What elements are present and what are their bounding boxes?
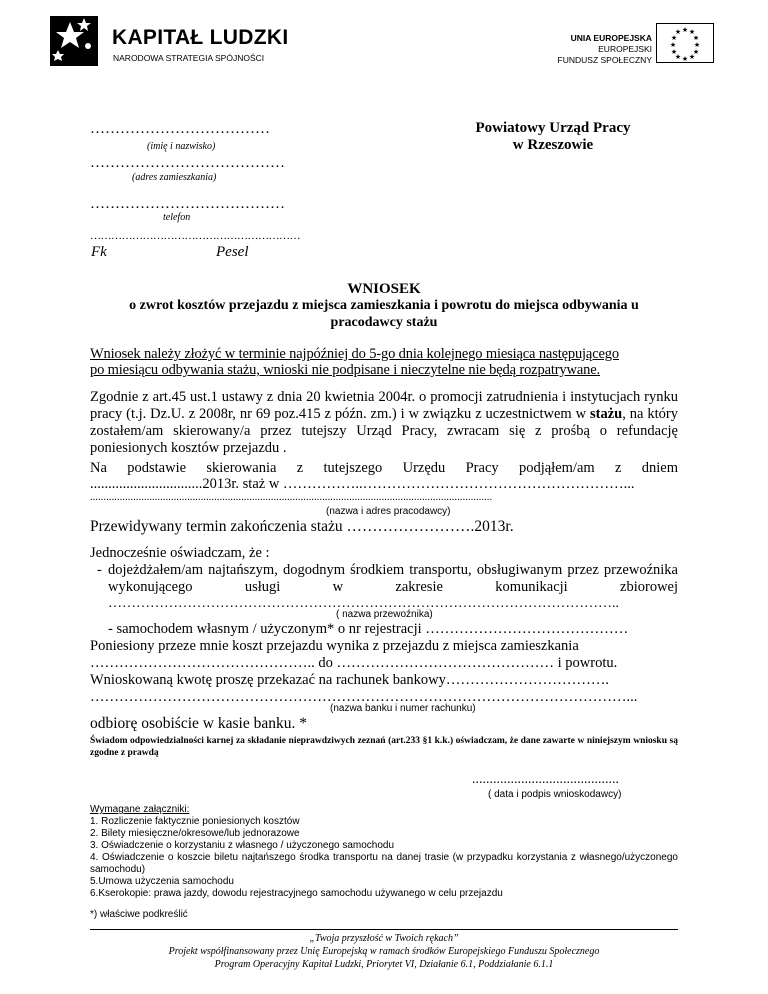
svg-text:★: ★ bbox=[670, 48, 678, 56]
attachment-item: 2. Bilety miesięczne/okresowe/lub jednorazowe bbox=[90, 828, 300, 839]
referral-line-2[interactable]: ...............................2013r. staż w ……………..………………………………………………... bbox=[90, 476, 635, 492]
svg-text:★: ★ bbox=[674, 53, 682, 61]
intro-part-1: Zgodnie z art.45 ust.1 ustawy z dnia 20 kwietnia 2004r. o promocji zatrudnienia i instytucjach rynku pracy (t.j. Dz.U. z 2008r, nr 69 poz.415 z późn. zm.) i w związku z uczestnictwem w bbox=[90, 389, 678, 422]
intro-paragraph bbox=[90, 389, 678, 457]
phone-label: telefon bbox=[163, 212, 191, 223]
attachment-item: 1. Rozliczenie faktycznie poniesionych kosztów bbox=[90, 816, 300, 827]
name-label: (imię i nazwisko) bbox=[147, 141, 216, 152]
attachment-item: 4. Oświadczenie o koszcie biletu najtańszego środka transportu na danej trasie (w przypadku korzystania z własnego/użyczonego samochodu) bbox=[90, 852, 678, 875]
cost-line-1: Poniesiony przeze mnie koszt przejazdu wynika z przejazdu z miejsca zamieszkania bbox=[90, 638, 579, 654]
declaration-dash: - bbox=[97, 562, 102, 578]
signature-field[interactable]: .......................................... bbox=[472, 772, 619, 787]
phone-field[interactable]: ………………………………… bbox=[90, 196, 285, 212]
legal-statement: Świadom odpowiedzialności karnej za składanie nieprawdziwych zeznań (art.233 §1 k.k.) oświadczam, że dane zawarte w niniejszym wniosku są zgodne z prawdą bbox=[90, 736, 678, 758]
end-date-line[interactable]: Przewidywany termin zakończenia stażu …………………….2013r. bbox=[90, 518, 514, 535]
document-subtitle-2: pracodawcy stażu bbox=[330, 315, 438, 330]
name-field[interactable]: ……………………………… bbox=[90, 121, 270, 137]
svg-text:★: ★ bbox=[692, 48, 700, 56]
employer-field[interactable]: ..................................................................................................................................................... bbox=[90, 492, 493, 503]
declaration-intro: Jednocześnie oświadczam, że : bbox=[90, 545, 270, 561]
employer-label: (nazwa i adres pracodawcy) bbox=[326, 506, 451, 517]
deadline-notice-2: po miesiącu odbywania stażu, wnioski nie podpisane i nieczytelne nie będą rozpatrywane. bbox=[90, 362, 600, 378]
address-field[interactable]: ………………………………… bbox=[90, 155, 285, 171]
declaration-option-2[interactable]: - samochodem własnym / użyczonym* o nr rejestracji …………………………………… bbox=[108, 621, 629, 637]
svg-text:★: ★ bbox=[688, 53, 696, 61]
fk-pesel-field[interactable]: …………………………………………………… bbox=[90, 230, 300, 242]
footer-divider bbox=[90, 929, 678, 930]
eu-label-3: FUNDUSZ SPOŁECZNY bbox=[557, 55, 652, 65]
attachment-item: 5.Umowa użyczenia samochodu bbox=[90, 876, 234, 887]
logo-title: KAPITAŁ LUDZKI bbox=[112, 26, 289, 49]
svg-text:★: ★ bbox=[692, 34, 700, 42]
attachments-heading: Wymagane załączniki: bbox=[90, 804, 190, 815]
declaration-option-1: dojeżdżałem/am najtańszym, dogodnym środkiem transportu, obsługiwanym przez przewoźnika wykonującego usługi w zakresie komunikacji zbiorowej bbox=[108, 562, 678, 595]
document-title: WNIOSEK bbox=[347, 281, 421, 297]
eu-flag-icon bbox=[656, 23, 714, 63]
signature-label: ( data i podpis wnioskodawcy) bbox=[488, 789, 622, 800]
eu-label-2: EUROPEJSKI bbox=[598, 44, 652, 54]
deadline-notice-1: Wniosek należy złożyć w terminie najpóźniej do 5-go dnia kolejnego miesiąca następującego bbox=[90, 346, 619, 362]
kapital-ludzki-logo bbox=[48, 16, 104, 66]
footer-slogan: „Twoja przyszłość w Twoich rękach” bbox=[309, 933, 459, 944]
cash-option[interactable]: odbiorę osobiście w kasie banku. * bbox=[90, 715, 307, 732]
bank-label: (nazwa banku i numer rachunku) bbox=[330, 703, 476, 714]
carrier-field[interactable]: ……………………………………………………………………………………………….. bbox=[108, 596, 619, 611]
attachment-item: 3. Oświadczenie o korzystaniu z własnego / użyczonego samochodu bbox=[90, 840, 395, 851]
svg-text:★: ★ bbox=[681, 26, 689, 34]
pesel-label: Pesel bbox=[216, 244, 249, 260]
recipient-line-2: w Rzeszowie bbox=[512, 137, 594, 153]
transfer-line[interactable]: Wnioskowaną kwotę proszę przekazać na rachunek bankowy……………………………. bbox=[90, 672, 610, 688]
eu-label-1: UNIA EUROPEJSKA bbox=[570, 33, 652, 43]
recipient-line-1: Powiatowy Urząd Pracy bbox=[475, 120, 631, 136]
address-label: (adres zamieszkania) bbox=[132, 172, 217, 183]
logo-subtitle: NARODOWA STRATEGIA SPÓJNOŚCI bbox=[113, 53, 265, 63]
attachment-item: 6.Kserokopie: prawa jazdy, dowodu rejestracyjnego samochodu używanego w celu przejazdu bbox=[90, 888, 503, 899]
cost-line-2[interactable]: ……………………………………….. do ……………………………………… i powrotu. bbox=[90, 655, 618, 671]
footer-line-3: Program Operacyjny Kapitał Ludzki, Priorytet VI, Działanie 6.1, Poddziałanie 6.1.1 bbox=[214, 959, 554, 970]
fk-label: Fk bbox=[91, 244, 107, 260]
footer-line-2: Projekt współfinansowany przez Unię Europejską w ramach środków Europejskiego Funduszu Społecznego bbox=[168, 946, 600, 957]
svg-text:★: ★ bbox=[669, 41, 677, 49]
svg-text:★: ★ bbox=[681, 55, 689, 63]
footnote: *) właściwe podkreślić bbox=[90, 909, 188, 920]
kapital-ludzki-logo-icon bbox=[48, 16, 104, 66]
bank-field[interactable]: …………………………………………………………………………………………………... bbox=[90, 689, 638, 705]
svg-text:★: ★ bbox=[670, 34, 678, 42]
intro-part-2: , na który zostałem/am skierowany/a przez tutejszy Urząd Pracy, zwracam się z prośbą o refundację poniesionych kosztów przejazdu . bbox=[90, 406, 678, 456]
carrier-label: ( nazwa przewoźnika) bbox=[336, 609, 433, 620]
svg-text:★: ★ bbox=[693, 41, 701, 49]
referral-line-1: Na podstawie skierowania z tutejszego Urzędu Pracy podjąłem/am z dniem bbox=[90, 460, 678, 476]
eu-flag bbox=[656, 23, 714, 68]
svg-text:★: ★ bbox=[674, 28, 682, 36]
svg-text:★: ★ bbox=[688, 28, 696, 36]
document-subtitle-1: o zwrot kosztów przejazdu z miejsca zamieszkania i powrotu do miejsca odbywania u bbox=[129, 298, 639, 313]
intro-bold: stażu bbox=[590, 406, 623, 422]
